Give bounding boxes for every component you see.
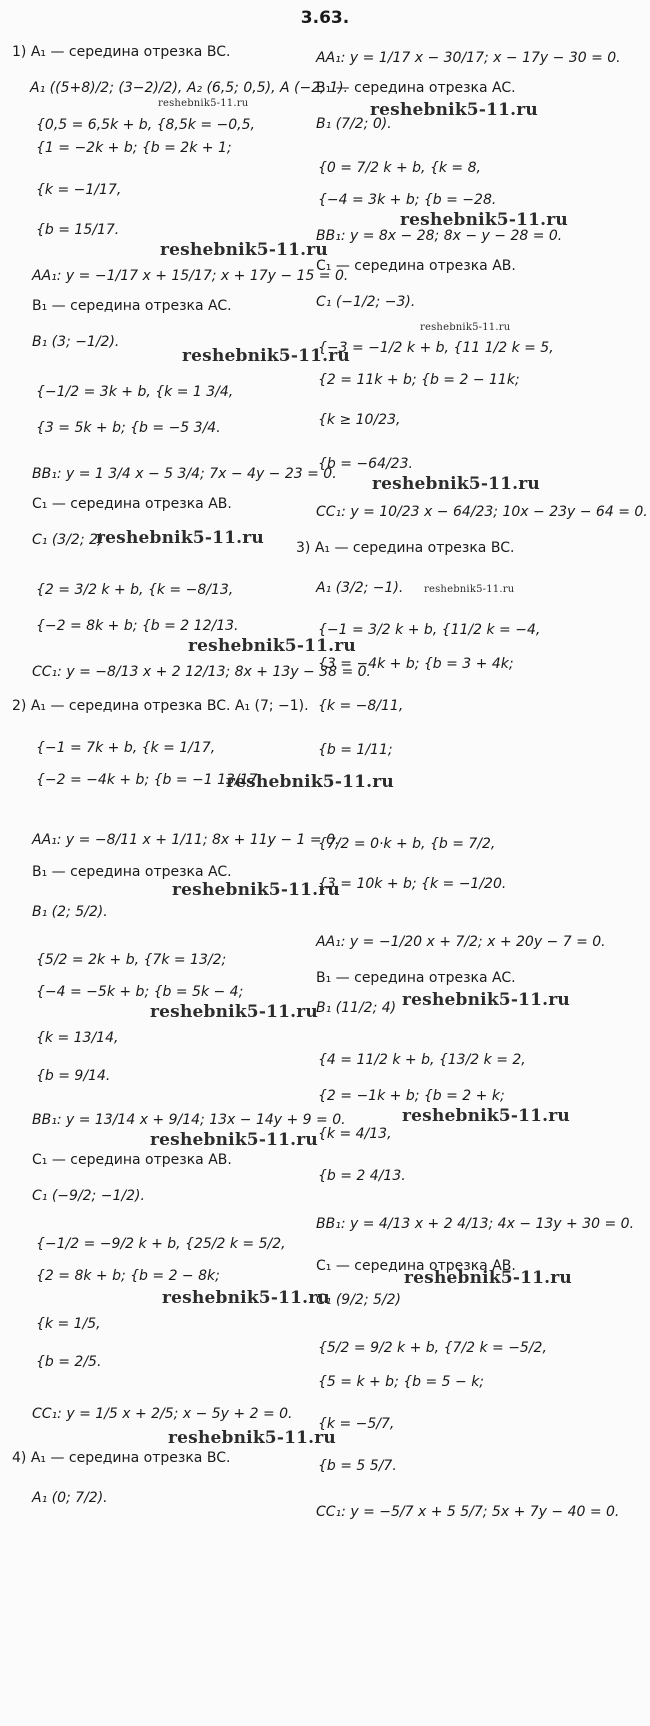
equation-line: {3 = 5k + b; {b = −5 3/4.: [36, 420, 221, 436]
equation-line: {2 = 8k + b; {b = 2 − 8k;: [36, 1268, 220, 1284]
text-line: C₁ — середина отрезка AB.: [316, 1258, 516, 1274]
equation-line: {b = 9/14.: [36, 1068, 111, 1084]
watermark-text: reshebnik5-11.ru: [162, 1288, 330, 1308]
equation-line: CC₁: y = −8/13 x + 2 12/13; 8x + 13y − 38 = 0.: [32, 664, 372, 680]
problem-number: 3.63.: [300, 8, 350, 28]
watermark-text: reshebnik5-11.ru: [404, 1268, 572, 1288]
watermark-text: reshebnik5-11.ru: [420, 322, 511, 333]
equation-line: {7/2 = 0·k + b, {b = 7/2,: [318, 836, 496, 852]
watermark-text: reshebnik5-11.ru: [402, 990, 570, 1010]
equation-line: {3 = 10k + b; {k = −1/20.: [318, 876, 507, 892]
equation-line: {−1 = 3/2 k + b, {11/2 k = −4,: [318, 622, 541, 638]
watermark-text: reshebnik5-11.ru: [400, 210, 568, 230]
equation-line: {0 = 7/2 k + b, {k = 8,: [318, 160, 481, 176]
equation-line: {5/2 = 9/2 k + b, {7/2 k = −5/2,: [318, 1340, 547, 1356]
watermark-text: reshebnik5-11.ru: [150, 1130, 318, 1150]
equation-line: {2 = −1k + b; {b = 2 + k;: [318, 1088, 505, 1104]
equation-line: C₁ (−9/2; −1/2).: [32, 1188, 145, 1204]
text-line: B₁ — середина отрезка AC.: [32, 298, 232, 314]
equation-line: {b = 2/5.: [36, 1354, 102, 1370]
equation-line: {k = 1/5,: [36, 1316, 101, 1332]
equation-line: {b = 2 4/13.: [318, 1168, 406, 1184]
text-line: 2) A₁ — середина отрезка BC. A₁ (7; −1).: [12, 698, 309, 714]
watermark-text: reshebnik5-11.ru: [372, 474, 540, 494]
text-line: 4) A₁ — середина отрезка BC.: [12, 1450, 231, 1466]
equation-line: {k ≥ 10/23,: [318, 412, 401, 428]
text-line: C₁ — середина отрезка AB.: [32, 496, 232, 512]
equation-line: {−1/2 = 3k + b, {k = 1 3/4,: [36, 384, 234, 400]
text-line: B₁ — середина отрезка AC.: [316, 80, 516, 96]
equation-line: AA₁: y = −1/20 x + 7/2; x + 20y − 7 = 0.: [316, 934, 606, 950]
watermark-text: reshebnik5-11.ru: [402, 1106, 570, 1126]
equation-line: BB₁: y = 1 3/4 x − 5 3/4; 7x − 4y − 23 = 0.: [32, 466, 337, 482]
text-line: 3) A₁ — середина отрезка BC.: [296, 540, 515, 556]
equation-line: {b = 5 5/7.: [318, 1458, 397, 1474]
equation-line: {3 = −4k + b; {b = 3 + 4k;: [318, 656, 514, 672]
watermark-text: reshebnik5-11.ru: [424, 584, 515, 595]
watermark-text: reshebnik5-11.ru: [160, 240, 328, 260]
equation-line: {0,5 = 6,5k + b, {8,5k = −0,5,: [36, 117, 255, 133]
equation-line: {1 = −2k + b; {b = 2k + 1;: [36, 140, 232, 156]
equation-line: AA₁: y = 1/17 x − 30/17; x − 17y − 30 = 0.: [316, 50, 621, 66]
equation-line: {−1 = 7k + b, {k = 1/17,: [36, 740, 216, 756]
equation-line: C₁ (3/2; 2): [32, 532, 104, 548]
text-line: B₁ — середина отрезка AC.: [316, 970, 516, 986]
equation-line: CC₁: y = 1/5 x + 2/5; x − 5y + 2 = 0.: [32, 1406, 293, 1422]
equation-line: {−2 = −4k + b; {b = −1 13/17.: [36, 772, 262, 788]
equation-line: {b = 1/11;: [318, 742, 393, 758]
equation-line: CC₁: y = 10/23 x − 64/23; 10x − 23y − 64 = 0.: [316, 504, 648, 520]
watermark-text: reshebnik5-11.ru: [226, 772, 394, 792]
equation-line: {b = −64/23.: [318, 456, 413, 472]
equation-line: AA₁: y = −8/11 x + 1/11; 8x + 11y − 1 = 0.: [32, 832, 340, 848]
equation-line: BB₁: y = 8x − 28; 8x − y − 28 = 0.: [316, 228, 563, 244]
equation-line: {4 = 11/2 k + b, {13/2 k = 2,: [318, 1052, 526, 1068]
equation-line: C₁ (−1/2; −3).: [316, 294, 416, 310]
watermark-text: reshebnik5-11.ru: [370, 100, 538, 120]
equation-line: {k = −5/7,: [318, 1416, 395, 1432]
text-line: C₁ — середина отрезка AB.: [316, 258, 516, 274]
watermark-text: reshebnik5-11.ru: [96, 528, 264, 548]
equation-line: {−2 = 8k + b; {b = 2 12/13.: [36, 618, 239, 634]
equation-line: {−1/2 = −9/2 k + b, {25/2 k = 5/2,: [36, 1236, 286, 1252]
equation-line: {k = −1/17,: [36, 182, 122, 198]
watermark-text: reshebnik5-11.ru: [182, 346, 350, 366]
equation-line: B₁ (7/2; 0).: [316, 116, 392, 132]
equation-line: {5/2 = 2k + b, {7k = 13/2;: [36, 952, 227, 968]
equation-line: A₁ (0; 7/2).: [32, 1490, 108, 1506]
watermark-text: reshebnik5-11.ru: [168, 1428, 336, 1448]
watermark-text: reshebnik5-11.ru: [188, 636, 356, 656]
equation-line: {k = 4/13,: [318, 1126, 392, 1142]
equation-line: B₁ (11/2; 4): [316, 1000, 397, 1016]
equation-line: A₁ (3/2; −1).: [316, 580, 404, 596]
equation-line: {5 = k + b; {b = 5 − k;: [318, 1374, 485, 1390]
equation-line: BB₁: y = 13/14 x + 9/14; 13x − 14y + 9 = 0.: [32, 1112, 346, 1128]
equation-line: B₁ (3; −1/2).: [32, 334, 120, 350]
equation-line: B₁ (2; 5/2).: [32, 904, 108, 920]
equation-line: AA₁: y = −1/17 x + 15/17; x + 17y − 15 = 0.: [32, 268, 349, 284]
equation-line: {−3 = −1/2 k + b, {11 1/2 k = 5,: [318, 340, 554, 356]
watermark-text: reshebnik5-11.ru: [172, 880, 340, 900]
watermark-text: reshebnik5-11.ru: [158, 98, 249, 109]
equation-line: {−4 = 3k + b; {b = −28.: [318, 192, 497, 208]
equation-line: {b = 15/17.: [36, 222, 120, 238]
text-line: 1) A₁ — середина отрезка BC.: [12, 44, 231, 60]
equation-line: {2 = 11k + b; {b = 2 − 11k;: [318, 372, 520, 388]
equation-line: {k = −8/11,: [318, 698, 404, 714]
equation-line: {k = 13/14,: [36, 1030, 119, 1046]
equation-line: CC₁: y = −5/7 x + 5 5/7; 5x + 7y − 40 = 0.: [316, 1504, 620, 1520]
equation-line: C₁ (9/2; 5/2): [316, 1292, 401, 1308]
equation-line: BB₁: y = 4/13 x + 2 4/13; 4x − 13y + 30 = 0.: [316, 1216, 635, 1232]
text-line: B₁ — середина отрезка AC.: [32, 864, 232, 880]
equation-line: {−4 = −5k + b; {b = 5k − 4;: [36, 984, 244, 1000]
equation-line: A₁ ((5+8)/2; (3−2)/2), A₂ (6,5; 0,5), A (−2; 1).: [30, 80, 349, 96]
equation-line: {2 = 3/2 k + b, {k = −8/13,: [36, 582, 234, 598]
text-line: C₁ — середина отрезка AB.: [32, 1152, 232, 1168]
watermark-text: reshebnik5-11.ru: [150, 1002, 318, 1022]
